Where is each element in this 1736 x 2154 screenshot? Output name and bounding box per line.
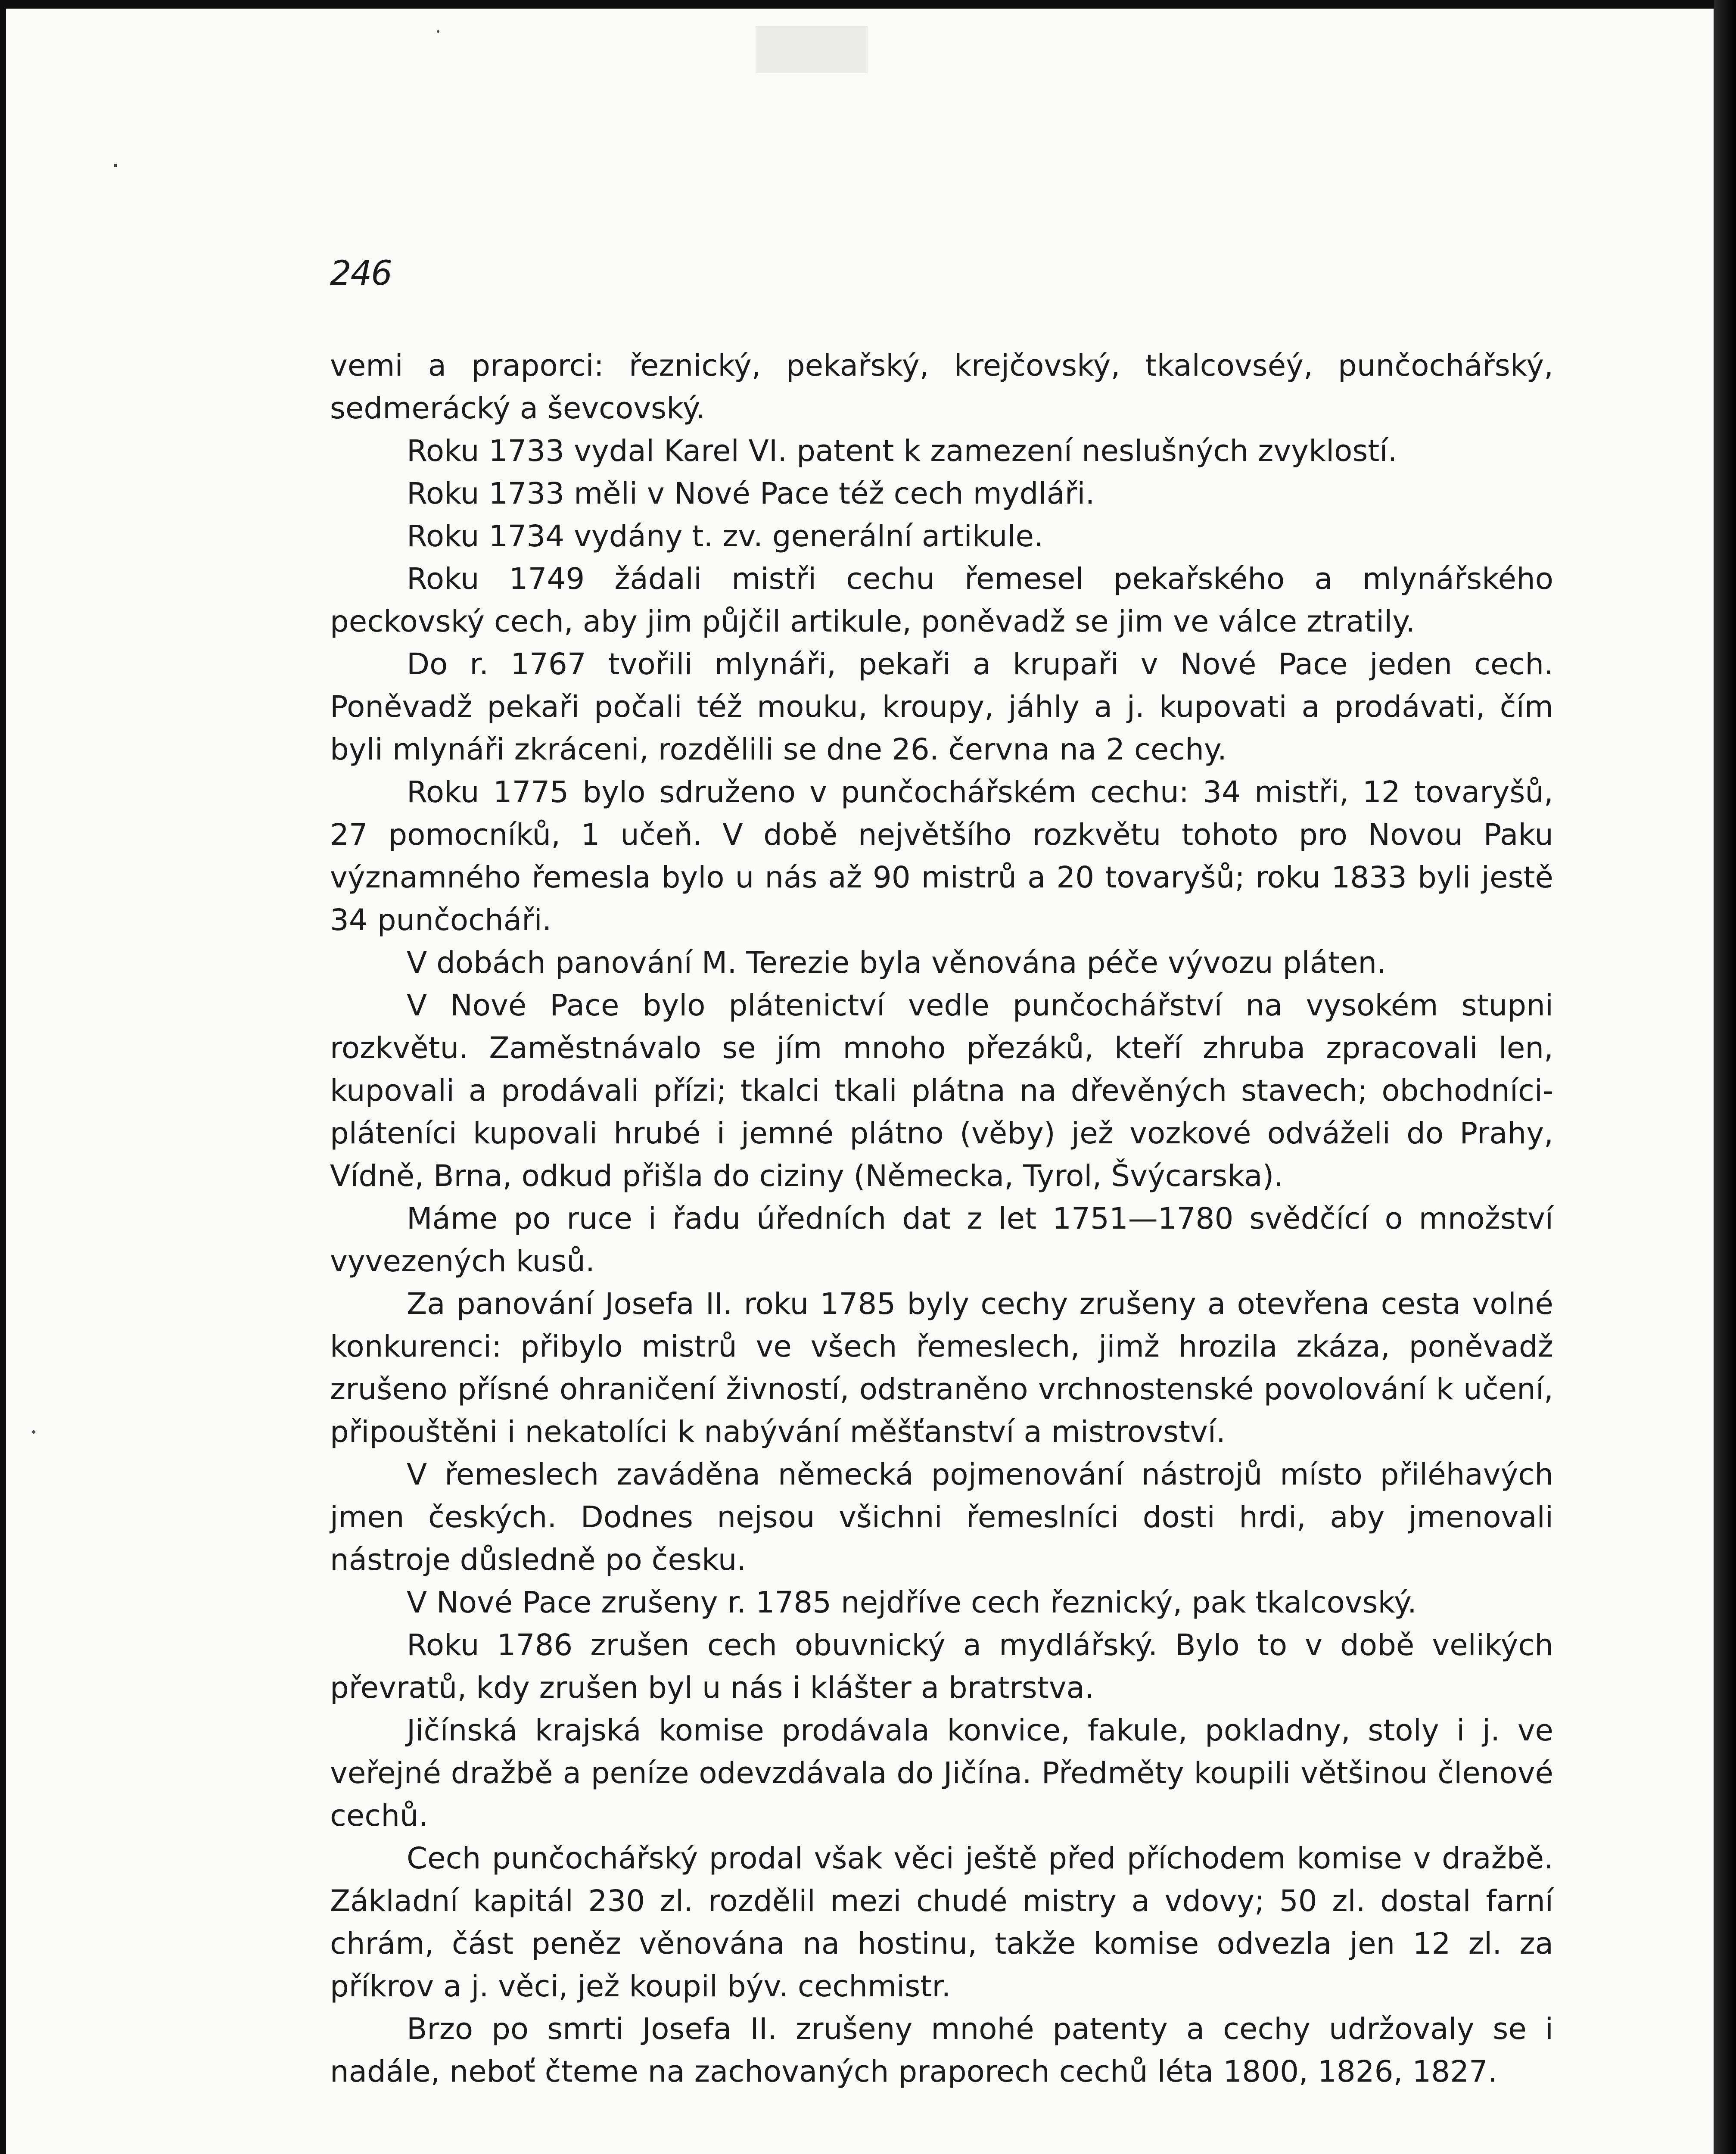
paragraph: Roku 1734 vydány t. zv. generální artikule. bbox=[407, 519, 1043, 554]
paragraph: V dobách panování M. Terezie byla věnována péče vývozu pláten. bbox=[407, 946, 1387, 980]
page-sheet bbox=[6, 9, 1714, 2154]
faint-stamp-top bbox=[756, 26, 868, 73]
body-text bbox=[330, 345, 1553, 2093]
speck-mark bbox=[437, 30, 439, 33]
page-edge-shadow bbox=[1714, 0, 1736, 2154]
paragraph: Roku 1733 měli v Nové Pace též cech mydláři. bbox=[407, 476, 1095, 511]
paragraph: Roku 1775 bylo sdruženo v punčochářském cechu: 34 mistři, 12 tovaryšů, 27 pomocníků, 1 učeň. V době největšího rozkvětu tohoto pro Novou Paku významného řemesla bylo u nás až 90 mistrů a 20 tovaryšů; roku 1833 byli jestě 34 punčocháři. bbox=[330, 775, 1553, 937]
paragraph: V Nové Pace bylo plátenictví vedle punčochářství na vysokém stupni rozkvětu. Zaměstnávalo se jím mnoho přezáků, kteří zhruba zpracovali len, kupovali a prodávali přízi; tkalci tkali plátna na dřevěných stavech; obchodníci-pláteníci kupovali hrubé i jemné plátno (věby) jež vozkové odváželi do Prahy, Vídně, Brna, odkud přišla do ciziny (Německa, Tyrol, Švýcarska). bbox=[330, 988, 1553, 1193]
paragraph: Máme po ruce i řadu úředních dat z let 1751—1780 svědčící o množství vyvezených kusů. bbox=[330, 1202, 1553, 1279]
paragraph: Cech punčochářský prodal však věci ještě před příchodem komise v dražbě. Základní kapitál 230 zl. rozdělil mezi chudé mistry a vdovy; 50 zl. dostal farní chrám, část peněz věnována na hostinu, takže komise odvezla jen 12 zl. za příkrov a j. věci, jež koupil býv. cechmistr. bbox=[330, 1841, 1553, 2004]
paragraph: vemi a praporci: řeznický, pekařský, krejčovský, tkalcovséý, punčochářský, sedmerácký a ševcovský. bbox=[330, 349, 1553, 426]
paragraph: Za panování Josefa II. roku 1785 byly cechy zrušeny a otevřena cesta volné konkurenci: přibylo mistrů ve všech řemeslech, jimž hrozila zkáza, poněvadž zrušeno přísné ohraničení živností, odstraněno vrchnostenské povolování k učení, připouštěni i nekatolíci k nabývání měšťanství a mistrovství. bbox=[330, 1287, 1553, 1449]
speck-mark bbox=[114, 164, 117, 167]
paragraph: Jičínská krajská komise prodávala konvice, fakule, pokladny, stoly i j. ve veřejné dražbě a peníze odevzdávala do Jičína. Předměty koupili většinou členové cechů. bbox=[330, 1713, 1553, 1833]
page-number: 246 bbox=[330, 254, 392, 293]
paragraph: V řemeslech zaváděna německá pojmenování nástrojů místo přiléhavých jmen českých. Dodnes nejsou všichni řemeslníci dosti hrdi, aby jmenovali nástroje důsledně po česku. bbox=[330, 1457, 1553, 1577]
paragraph: Roku 1749 žádali mistři cechu řemesel pekařského a mlynářského peckovský cech, aby jim půjčil artikule, poněvadž se jim ve válce ztratily. bbox=[330, 562, 1553, 639]
paragraph: Do r. 1767 tvořili mlynáři, pekaři a krupaři v Nové Pace jeden cech. Poněvadž pekaři počali též mouku, kroupy, jáhly a j. kupovati a prodávati, čím byli mlynáři zkráceni, rozdělili se dne 26. června na 2 cechy. bbox=[330, 647, 1553, 767]
speck-mark bbox=[32, 1430, 35, 1434]
paragraph: Roku 1786 zrušen cech obuvnický a mydlářský. Bylo to v době velikých převratů, kdy zrušen byl u nás i klášter a bratrstva. bbox=[330, 1628, 1553, 1705]
paragraph: V Nové Pace zrušeny r. 1785 nejdříve cech řeznický, pak tkalcovský. bbox=[407, 1585, 1417, 1620]
paragraph: Roku 1733 vydal Karel VI. patent k zamezení neslušných zvyklostí. bbox=[407, 434, 1397, 468]
paragraph: Brzo po smrti Josefa II. zrušeny mnohé patenty a cechy udržovaly se i nadále, neboť čteme na zachovaných praporech cechů léta 1800, 1826, 1827. bbox=[330, 2012, 1553, 2089]
